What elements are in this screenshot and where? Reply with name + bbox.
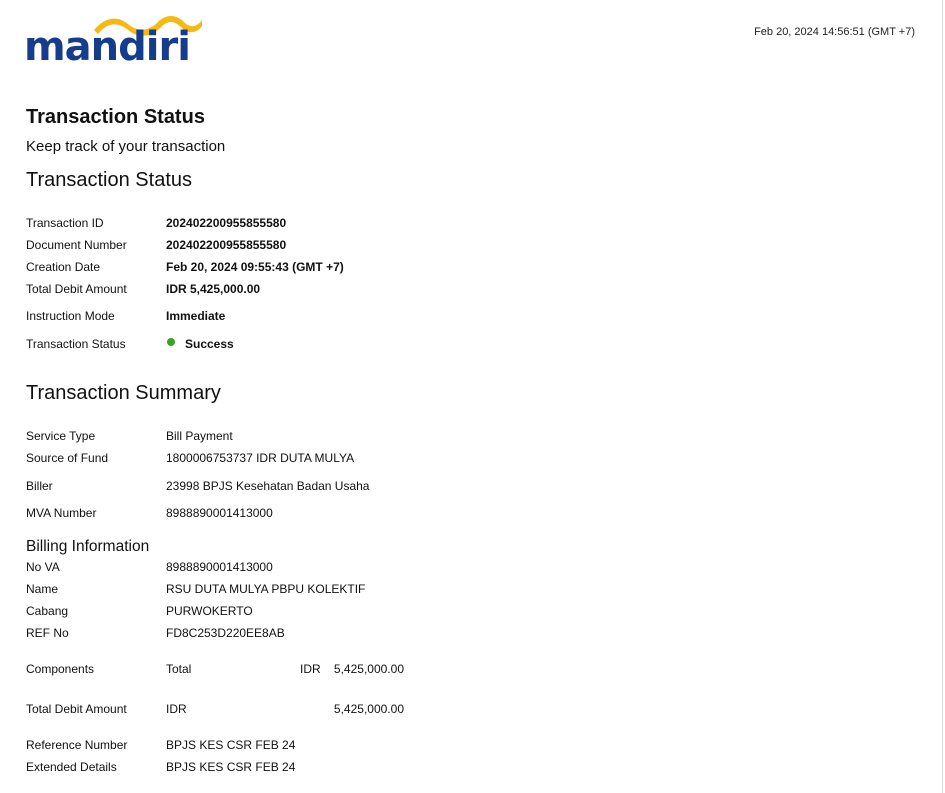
mva-number-value: 8988890001413000 xyxy=(166,506,273,520)
reference-number-value: BPJS KES CSR FEB 24 xyxy=(166,738,296,752)
cabang-label: Cabang xyxy=(26,604,69,618)
total-debit-amount: 5,425,000.00 xyxy=(333,702,404,716)
components-label: Components xyxy=(26,662,95,676)
total-debit-amount-value: IDR 5,425,000.00 xyxy=(166,282,261,296)
billing-name-label: Name xyxy=(26,582,59,596)
instruction-mode-value: Immediate xyxy=(166,309,226,323)
ref-no-value: FD8C253D220EE8AB xyxy=(166,626,285,640)
page-title: Transaction Status xyxy=(26,106,205,128)
cabang-value: PURWOKERTO xyxy=(166,604,253,618)
transaction-summary-heading: Transaction Summary xyxy=(26,382,221,404)
source-of-fund-value: 1800006753737 IDR DUTA MULYA xyxy=(166,451,355,465)
print-timestamp: Feb 20, 2024 14:56:51 (GMT +7) xyxy=(754,26,915,38)
instruction-mode-label: Instruction Mode xyxy=(26,309,115,323)
total-debit-amount-label: Total Debit Amount xyxy=(26,282,127,296)
transaction-status-label: Transaction Status xyxy=(26,337,126,351)
billing-name-value: RSU DUTA MULYA PBPU KOLEKTIF xyxy=(166,582,366,596)
no-va-label: No VA xyxy=(26,560,60,574)
creation-date-label: Creation Date xyxy=(26,260,101,274)
extended-details-label: Extended Details xyxy=(26,760,117,774)
component-amount: 5,425,000.00 xyxy=(333,662,404,676)
brand-name: mandiri xyxy=(24,24,190,70)
transaction-id-label: Transaction ID xyxy=(26,216,104,230)
success-status-dot-icon xyxy=(167,338,175,346)
total-debit-label: Total Debit Amount xyxy=(26,702,127,716)
creation-date-value: Feb 20, 2024 09:55:43 (GMT +7) xyxy=(166,260,344,274)
mandiri-logo xyxy=(24,10,204,70)
component-name: Total xyxy=(166,662,192,676)
biller-label: Biller xyxy=(26,479,53,493)
service-type-label: Service Type xyxy=(26,429,96,443)
page-subtitle: Keep track of your transaction xyxy=(26,138,226,155)
reference-number-label: Reference Number xyxy=(26,738,128,752)
no-va-value: 8988890001413000 xyxy=(166,560,273,574)
ref-no-label: REF No xyxy=(26,626,69,640)
document-number-label: Document Number xyxy=(26,238,127,252)
document-number-value: 202402200955855580 xyxy=(166,238,287,252)
billing-information-heading: Billing Information xyxy=(26,538,150,555)
mva-number-label: MVA Number xyxy=(26,506,97,520)
transaction-status-value: Success xyxy=(185,337,234,351)
biller-value: 23998 BPJS Kesehatan Badan Usaha xyxy=(166,479,370,493)
service-type-value: Bill Payment xyxy=(166,429,233,443)
extended-details-value: BPJS KES CSR FEB 24 xyxy=(166,760,296,774)
transaction-status-heading: Transaction Status xyxy=(26,169,193,191)
total-debit-currency: IDR xyxy=(166,702,187,716)
source-of-fund-label: Source of Fund xyxy=(26,451,109,465)
transaction-id-value: 202402200955855580 xyxy=(166,216,287,230)
component-currency: IDR xyxy=(300,662,321,676)
